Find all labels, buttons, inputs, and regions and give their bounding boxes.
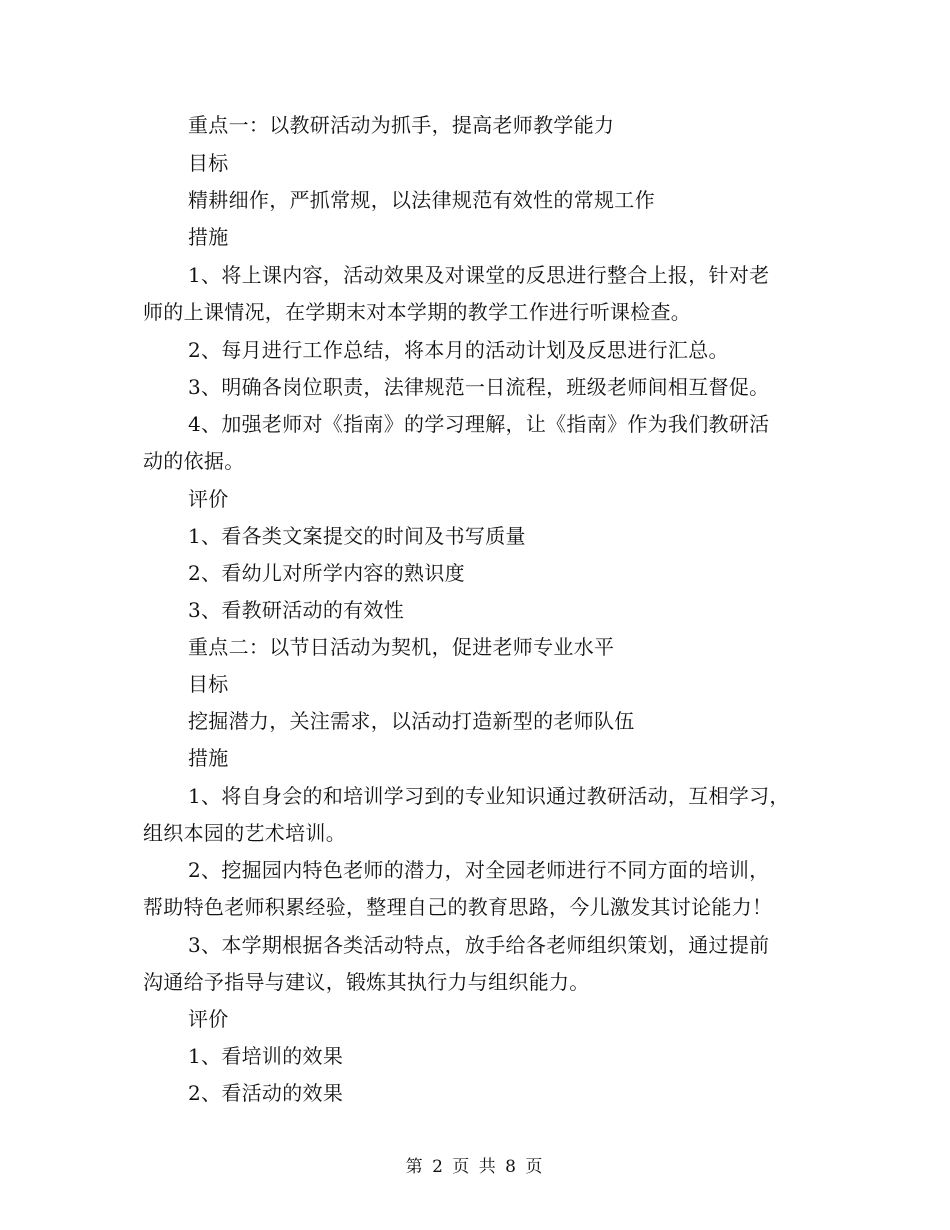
measure-1-line-1: 1、将上课内容，活动效果及对课堂的反思进行整合上报，针对老 — [188, 263, 770, 287]
measure-2-3-line-1: 3、本学期根据各类活动特点，放手给各老师组织策划，通过提前 — [188, 933, 770, 957]
measure-1-line-2: 师的上课情况，在学期末对本学期的教学工作进行听课检查。 — [143, 300, 692, 324]
measure-4-line-1: 4、加强老师对《指南》的学习理解，让《指南》作为我们教研活 — [188, 412, 770, 436]
measure-2-1-line-2: 组织本园的艺术培训。 — [143, 821, 346, 845]
goal-label: 目标 — [188, 151, 229, 175]
measure-2-2-line-1: 2、挖掘园内特色老师的潜力，对全园老师进行不同方面的培训， — [188, 858, 770, 882]
page-number-footer: 第 2 页 共 8 页 — [405, 1157, 545, 1177]
measures-label-2: 措施 — [188, 746, 229, 770]
section-heading-1: 重点一：以教研活动为抓手，提高老师教学能力 — [188, 113, 615, 137]
evaluation-label-2: 评价 — [188, 1007, 229, 1031]
section-heading-2: 重点二：以节日活动为契机，促进老师专业水平 — [188, 635, 615, 659]
measure-4-line-2: 动的依据。 — [143, 449, 245, 473]
evaluation-item-3: 3、看教研活动的有效性 — [188, 598, 405, 622]
measure-2-3-line-2: 沟通给予指导与建议，锻炼其执行力与组织能力。 — [143, 970, 590, 994]
measure-2-2-line-2: 帮助特色老师积累经验，整理自己的教育思路，今儿激发其讨论能力！ — [143, 895, 773, 919]
evaluation-label: 评价 — [188, 487, 229, 511]
goal-text: 精耕细作，严抓常规，以法律规范有效性的常规工作 — [188, 188, 655, 212]
measure-2-1-line-1: 1、将自身会的和培训学习到的专业知识通过教研活动，互相学习， — [188, 784, 790, 808]
evaluation-item-1: 1、看各类文案提交的时间及书写质量 — [188, 524, 526, 548]
measures-label: 措施 — [188, 225, 229, 249]
goal-label-2: 目标 — [188, 672, 229, 696]
measure-3: 3、明确各岗位职责，法律规范一日流程，班级老师间相互督促。 — [188, 375, 770, 399]
evaluation-item-2: 2、看幼儿对所学内容的熟识度 — [188, 561, 465, 585]
measure-2: 2、每月进行工作总结，将本月的活动计划及反思进行汇总。 — [188, 338, 729, 362]
evaluation-2-item-1: 1、看培训的效果 — [188, 1044, 344, 1068]
goal-text-2: 挖掘潜力，关注需求，以活动打造新型的老师队伍 — [188, 709, 635, 733]
evaluation-2-item-2: 2、看活动的效果 — [188, 1081, 344, 1105]
